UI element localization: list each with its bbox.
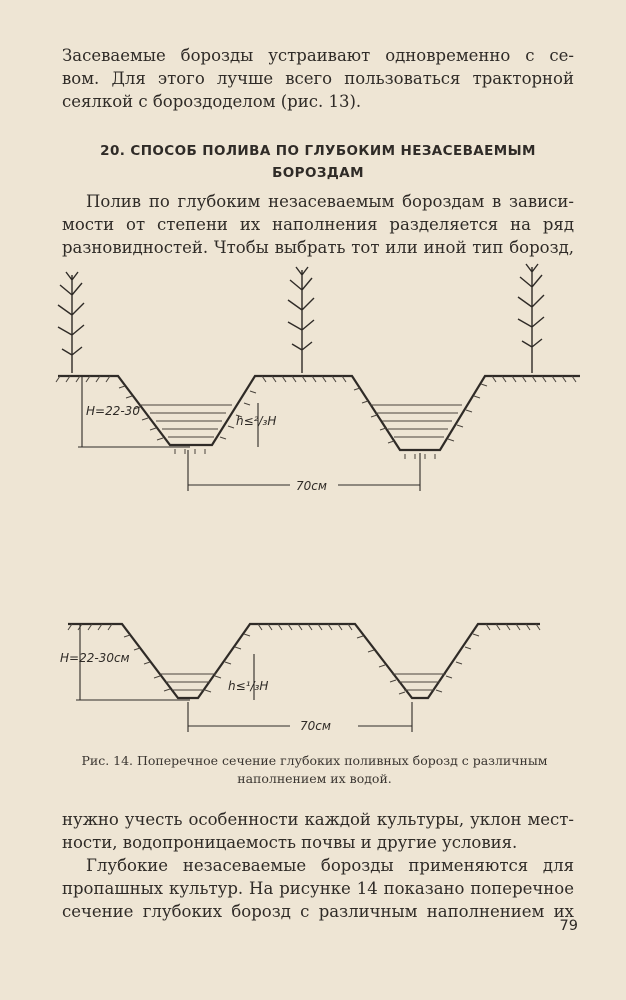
paragraph-1 [62, 190, 574, 259]
intro-paragraph [62, 44, 574, 113]
furrow-diagram-bottom [0, 600, 626, 740]
text-line: пропашных культур. На рисунке 14 показано поперечное [62, 879, 574, 898]
paragraph-2 [62, 808, 574, 854]
text-line: разновидностей. Чтобы выбрать тот или иной тип борозд, [62, 238, 574, 257]
depth-label: H=22-30см [60, 651, 130, 665]
text-line: мости от степени их наполнения разделяется на ряд [62, 215, 574, 234]
text-line: ности, водопроницаемость почвы и другие условия. [62, 833, 518, 852]
text-line: вом. Для этого лучше всего пользоваться тракторной [62, 69, 574, 88]
paragraph-3 [62, 854, 574, 923]
plant-icon-3 [518, 264, 544, 373]
dimension-lines [78, 376, 420, 491]
ground-profile [68, 624, 540, 698]
text-line: Полив по глубоким незасеваемым бороздам в зависи- [86, 192, 574, 211]
water-lines [140, 405, 462, 437]
caption-line: Рис. 14. Поперечное сечение глубоких поливных борозд с различным [81, 753, 548, 768]
fill-label: h≤²/₃H [236, 414, 277, 428]
spacing-label: 70см [296, 479, 327, 493]
figure-caption [42, 752, 587, 788]
fill-label: h≤¹/₃H [228, 679, 269, 693]
text-line: сеялкой с бороздоделом (рис. 13). [62, 92, 362, 111]
text-line: сечение глубоких борозд с различным наполнением их [62, 902, 574, 921]
plant-icon-2 [288, 267, 314, 373]
spacing-label: 70см [300, 719, 331, 733]
heading-line: 20. СПОСОБ ПОЛИВА ПО ГЛУБОКИМ НЕЗАСЕВАЕМЫМ [100, 143, 536, 159]
section-heading [62, 140, 574, 184]
plant-icon-1 [58, 272, 84, 373]
caption-line: наполнением их водой. [237, 771, 392, 786]
page-number: 79 [559, 918, 578, 934]
soil-hatching [68, 624, 540, 694]
text-line: Глубокие незасеваемые борозды применяются для [86, 856, 574, 875]
heading-line: БОРОЗДАМ [272, 165, 364, 181]
dimension-lines [76, 624, 412, 732]
depth-label: H=22-30 [86, 404, 140, 418]
text-line: Засеваемые борозды устраивают одновременно с се- [62, 46, 574, 65]
text-line: нужно учесть особенности каждой культуры, уклон мест- [62, 810, 574, 829]
furrow-diagram-top [0, 255, 626, 505]
